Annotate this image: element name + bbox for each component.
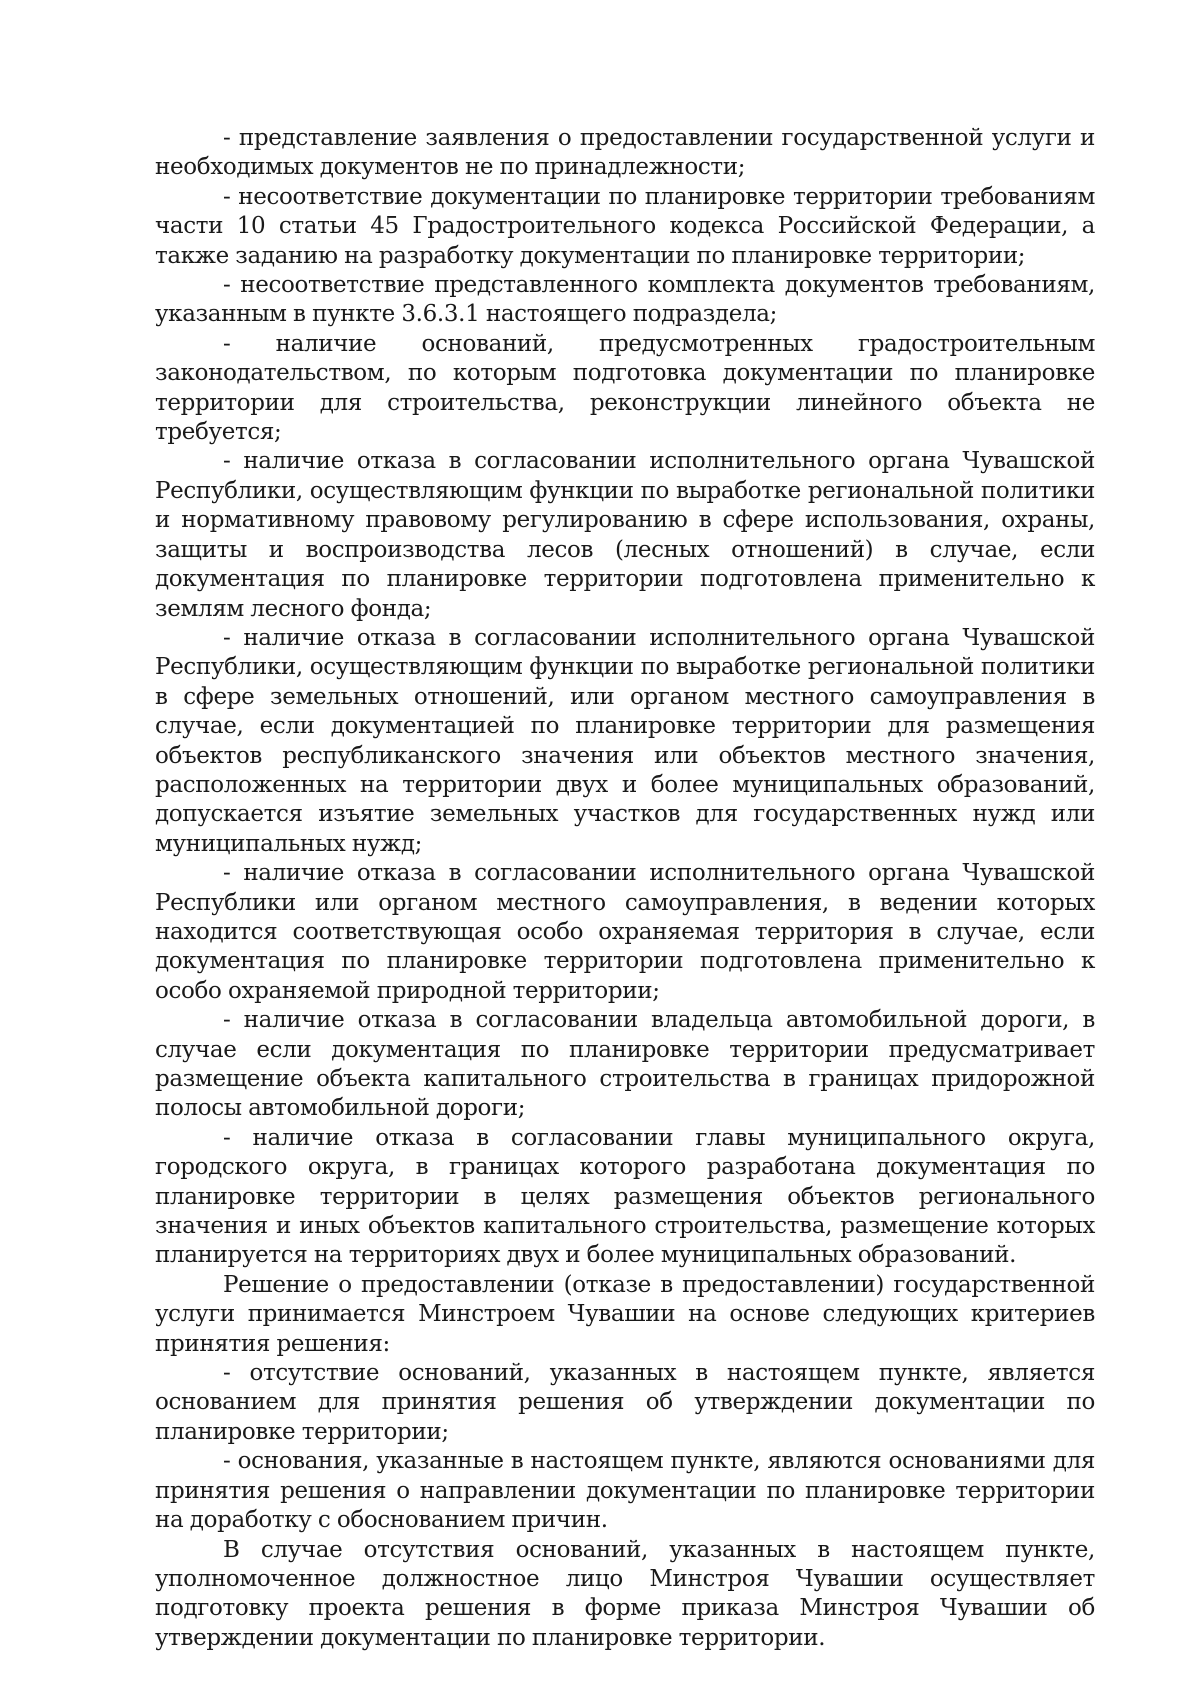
paragraph-road-owner-refusal: - наличие отказа в согласовании владельца автомобильной дороги, в случае если документация по планировке территории предусматривает размещение объекта капитального строительства в границах придорожной полосы автомобильной дороги; [155, 1007, 1095, 1122]
paragraph-criteria-approval: - отсутствие оснований, указанных в настоящем пункте, является основанием для принятия решения об утверждении документации по планировке территории; [155, 1360, 1095, 1445]
paragraph-misdirected-application: - представление заявления о предоставлении государственной услуги и необходимых документов не по принадлежности; [155, 125, 1095, 181]
paragraph-draft-order: В случае отсутствия оснований, указанных в настоящем пункте, уполномоченное должностное лицо Минстроя Чувашии осуществляет подготовку проекта решения в форме приказа Минстроя Чувашии об утверждении документации по планировке территории. [155, 1536, 1095, 1651]
paragraph-forest-refusal: - наличие отказа в согласовании исполнительного органа Чувашской Республики, осуществляющим функции по выработке региональной политики и нормативному правовому регулированию в сфере использования, охраны, защиты и воспроизводства лесов (лесных отношений) в случае, если документация по планировке территории подготовлена применительно к землям лесного фонда; [155, 448, 1095, 622]
paragraph-not-required: - наличие оснований, предусмотренных градостроительным законодательством, по которым подготовка документации по планировке территории для строительства, реконструкции линейного объекта не требуется; [155, 330, 1095, 446]
paragraph-decision-criteria: Решение о предоставлении (отказе в предоставлении) государственной услуги принимается Минстроем Чувашии на основе следующих критериев принятия решения: [155, 1271, 1095, 1357]
paragraph-land-refusal: - наличие отказа в согласовании исполнительного органа Чувашской Республики, осуществляющим функции по выработке региональной политики в сфере земельных отношений, или органом местного самоуправления в случае, если документацией по планировке территории для размещения объектов республиканского значения или объектов местного значения, расположенных на территории двух и более муниципальных образований, допускается изъятие земельных участков для государственных нужд или муниципальных нужд; [155, 624, 1095, 857]
paragraph-noncompliance-documents: - несоответствие представленного комплекта документов требованиям, указанным в пункте 3.6.3.1 настоящего подраздела; [155, 272, 1095, 328]
paragraph-noncompliance-code: - несоответствие документации по планировке территории требованиям части 10 статьи 45 Градостроительного кодекса Российской Федерации, а также заданию на разработку документации по планировке территории; [155, 183, 1095, 269]
paragraph-protected-territory-refusal: - наличие отказа в согласовании исполнительного органа Чувашской Республики или органом местного самоуправления, в ведении которых находится соответствующая особо охраняемая территория в случае, если документация по планировке территории подготовлена применительно к особо охраняемой природной территории; [155, 860, 1095, 1004]
paragraph-municipal-head-refusal: - наличие отказа в согласовании главы муниципального округа, городского округа, в границах которого разработана документация по планировке территории в целях размещения объектов регионального значения и иных объектов капитального строительства, размещение которых планируется на территориях двух и более муниципальных образований. [155, 1124, 1095, 1269]
document-body [155, 124, 1095, 1653]
paragraph-criteria-revision: - основания, указанные в настоящем пункте, являются основаниями для принятия решения о направлении документации по планировке территории на доработку с обоснованием причин. [155, 1448, 1095, 1534]
